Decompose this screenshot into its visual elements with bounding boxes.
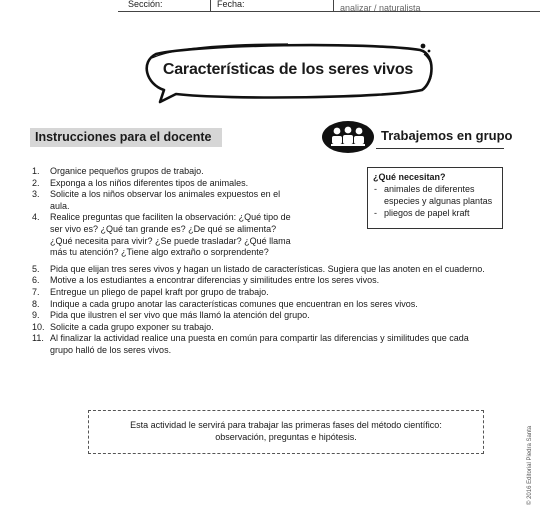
step-item — [30, 310, 530, 322]
step-text: Indique a cada grupo anotar las características comunes que encuentran en los seres vivos. — [50, 298, 418, 309]
step-text: Al finalizar la actividad realice una puesta en común para compartir las diferencias y similitudes que cada grupo halló de los seres vivos. — [50, 333, 469, 355]
step-item — [30, 212, 298, 258]
step-item — [30, 178, 298, 190]
step-item — [30, 322, 530, 334]
step-item — [30, 333, 480, 356]
step-item — [30, 166, 298, 178]
step-text: Motive a los estudiantes a encontrar diferencias y similitudes entre los seres vivos. — [50, 275, 380, 286]
step-text: Pida que ilustren el ser vivo que más llamó la atención del grupo. — [50, 310, 310, 321]
title-bubble — [138, 40, 438, 106]
date-label: Fecha: — [217, 0, 245, 9]
step-item — [30, 189, 298, 212]
instruction-steps — [30, 166, 530, 357]
step-number: 8. — [32, 298, 40, 309]
materials-item-text: pliegos de papel kraft — [384, 208, 470, 218]
step-item — [30, 275, 530, 287]
step-number: 11. — [32, 333, 44, 344]
step-text: Exponga a los niños diferentes tipos de animales. — [50, 177, 249, 188]
group-heading-rule — [376, 148, 504, 149]
step-number: 10. — [32, 321, 45, 332]
step-text: Solicite a los niños observar los animales expuestos en el aula. — [50, 189, 281, 211]
step-number: 2. — [32, 177, 40, 188]
note-line: Esta actividad le servirá para trabajar las primeras fases del método científico: — [130, 420, 442, 430]
step-number: 5. — [32, 263, 40, 274]
step-text: Organice pequeños grupos de trabajo. — [50, 166, 204, 176]
step-text: Realice preguntas que faciliten la observación: ¿Qué tipo de ser vivo es? ¿Qué tan grande es? ¿De qué se alimenta? ¿Qué necesita para vivir? ¿Se puede trasladar? ¿Qué llama más tu atención? ¿Tiene algo extraño o sorprendente? — [50, 212, 291, 258]
copyright-credit: © 2016 Editorial Piedra Santa — [527, 425, 533, 505]
step-number: 3. — [32, 189, 40, 200]
header-divider — [333, 0, 334, 12]
step-item — [30, 264, 530, 276]
step-text: Entregue un pliego de papel kraft por grupo de trabajo. — [50, 286, 269, 297]
group-work-heading: Trabajemos en grupo — [381, 128, 513, 143]
header-divider — [210, 0, 211, 12]
step-text: Solicite a cada grupo exponer su trabajo. — [50, 321, 214, 332]
materials-item: - animales de diferentes especies y algunas plantas — [374, 184, 493, 206]
step-item — [30, 287, 530, 299]
group-icon — [320, 120, 376, 154]
step-number: 9. — [32, 310, 40, 321]
instructions-heading: Instrucciones para el docente — [30, 128, 222, 147]
step-number: 4. — [32, 212, 40, 223]
page-title: Características de los seres vivos — [162, 61, 414, 78]
step-text: Pida que elijan tres seres vivos y hagan un listado de características. Sugiera que las anoten en el cuaderno. — [50, 263, 485, 274]
header-rule — [118, 11, 540, 12]
step-number: 7. — [32, 286, 40, 297]
step-number: 1. — [32, 166, 40, 176]
note-line: observación, preguntas e hipótesis. — [215, 432, 357, 442]
materials-item: - pliegos de papel kraft — [374, 208, 470, 218]
section-label: Sección: — [128, 0, 163, 9]
skill-text: analizar / naturalista — [340, 3, 421, 13]
note-box — [88, 410, 484, 454]
worksheet-header — [0, 0, 550, 16]
materials-item-text: animales de diferentes especies y algunas plantas — [384, 184, 493, 206]
step-number: 6. — [32, 275, 40, 286]
step-item — [30, 299, 530, 311]
materials-heading: ¿Qué necesitan? — [373, 172, 446, 182]
